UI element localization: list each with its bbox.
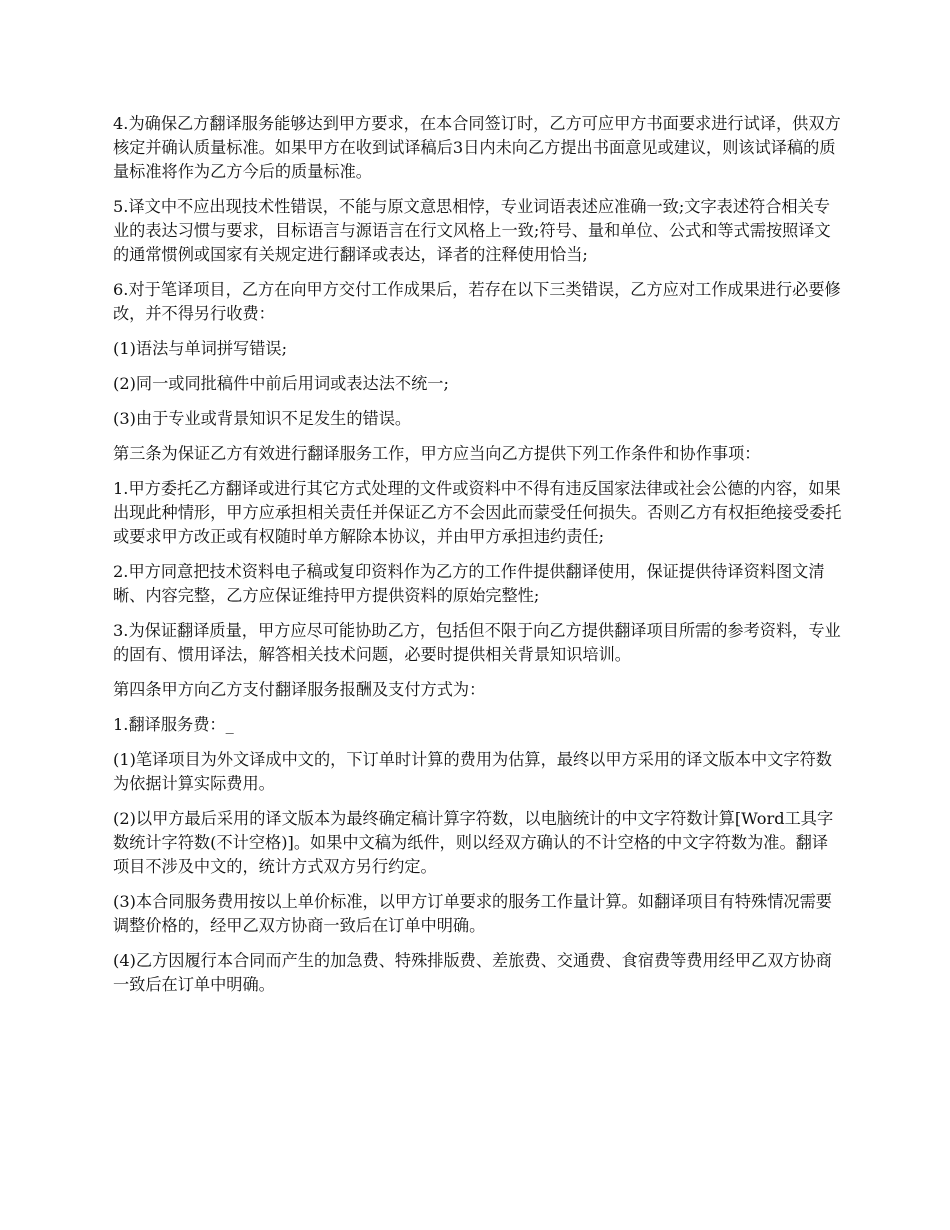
paragraph-article-3-item-2: 2.甲方同意把技术资料电子稿或复印资料作为乙方的工作件提供翻译使用，保证提供待译资料图文清晰、内容完整，乙方应保证维持甲方提供资料的原始完整性; bbox=[113, 562, 825, 605]
list-item-fee-4: (4)乙方因履行本合同而产生的加急费、特殊排版费、差旅费、交通费、食宿费等费用经甲乙双方协商一致后在订单中明确。 bbox=[113, 951, 832, 994]
list-item-error-3: (3)由于专业或背景知识不足发生的错误。 bbox=[113, 409, 412, 428]
paragraph-article-3-item-3: 3.为保证翻译质量，甲方应尽可能协助乙方，包括但不限于向乙方提供翻译项目所需的参考资料，专业的固有、惯用译法，解答相关技术问题，必要时提供相关背景知识培训。 bbox=[113, 621, 841, 664]
list-item-fee-3: (3)本合同服务费用按以上单价标准，以甲方订单要求的服务工作量计算。如翻译项目有特殊情况需要调整价格的，经甲乙双方协商一致后在订单中明确。 bbox=[113, 892, 832, 935]
paragraph-clause-6: 6.对于笔译项目，乙方在向甲方交付工作成果后，若存在以下三类错误，乙方应对工作成果进行必要修改，并不得另行收费： bbox=[113, 280, 841, 323]
paragraph-clause-5: 5.译文中不应出现技术性错误，不能与原文意思相悖，专业词语表述应准确一致;文字表述符合相关专业的表达习惯与要求，目标语言与源语言在行文风格上一致;符号、量和单位、公式和等式需按照译文的通常惯例或国家有关规定进行翻译或表达，译者的注释使用恰当; bbox=[113, 197, 831, 264]
section-heading-article-3: 第三条为保证乙方有效进行翻译服务工作，甲方应当向乙方提供下列工作条件和协作事项： bbox=[113, 444, 761, 463]
list-item-fee-1: (1)笔译项目为外文译成中文的，下订单时计算的费用为估算，最终以甲方采用的译文版本中文字符数为依据计算实际费用。 bbox=[113, 750, 832, 793]
list-item-error-2: (2)同一或同批稿件中前后用词或表达法不统一; bbox=[113, 374, 449, 393]
paragraph-service-fee: 1.翻译服务费：_ bbox=[113, 715, 234, 734]
section-heading-article-4: 第四条甲方向乙方支付翻译服务报酬及支付方式为： bbox=[113, 680, 486, 699]
list-item-fee-2: (2)以甲方最后采用的译文版本为最终确定稿计算字符数，以电脑统计的中文字符数计算[Word工具字数统计字符数(不计空格)]。如果中文稿为纸件，则以经双方确认的不计空格的中文字符数为准。翻译项目不涉及中文的，统计方式双方另行约定。 bbox=[113, 809, 834, 876]
paragraph-article-3-item-1: 1.甲方委托乙方翻译或进行其它方式处理的文件或资料中不得有违反国家法律或社会公德的内容，如果出现此种情形，甲方应承担相关责任并保证乙方不会因此而蒙受任何损失。否则乙方有权拒绝接受委托或要求甲方改正或有权随时单方解除本协议，并由甲方承担违约责任; bbox=[113, 479, 842, 546]
document-page bbox=[113, 112, 843, 1008]
list-item-error-1: (1)语法与单词拼写错误; bbox=[113, 339, 288, 358]
paragraph-clause-4: 4.为确保乙方翻译服务能够达到甲方要求，在本合同签订时，乙方可应甲方书面要求进行试译，供双方核定并确认质量标准。如果甲方在收到试译稿后3日内未向乙方提出书面意见或建议，则该试译稿的质量标准将作为乙方今后的质量标准。 bbox=[113, 114, 841, 181]
